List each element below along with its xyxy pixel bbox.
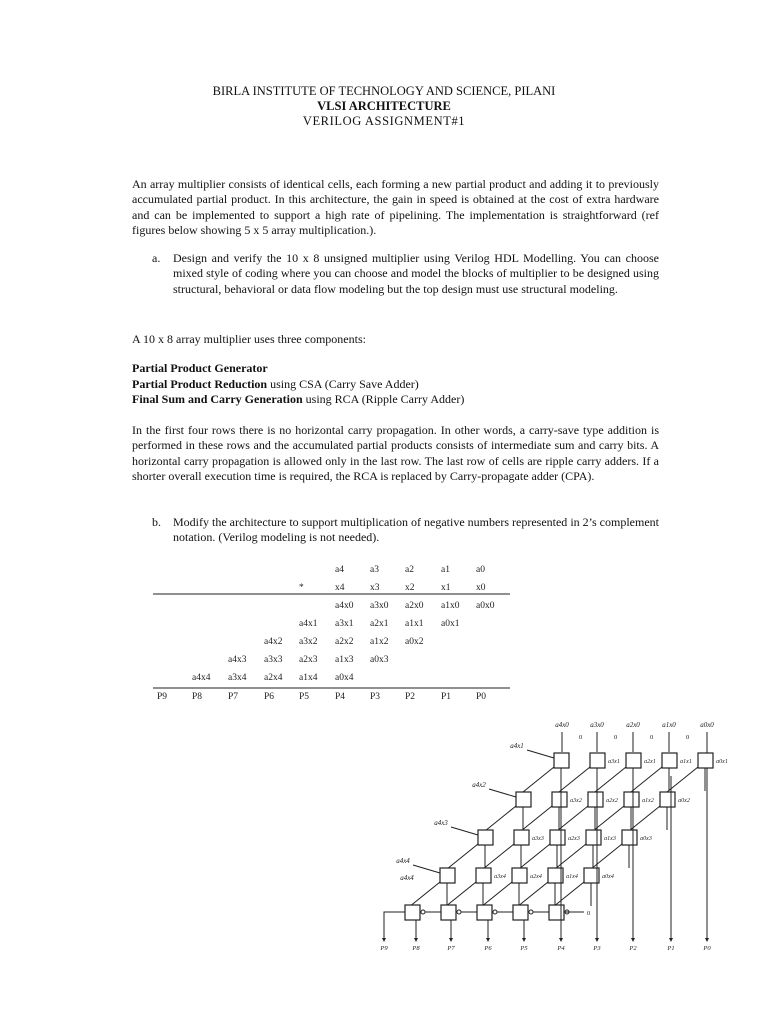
- table-cell: P5: [299, 692, 310, 702]
- table-cell: P2: [405, 692, 416, 702]
- diagram-label: a1x1: [680, 759, 692, 765]
- arrow-head: [486, 938, 490, 942]
- diagram-label: P0: [703, 945, 711, 952]
- table-cell: P8: [192, 692, 203, 702]
- arrow-head: [522, 938, 526, 942]
- diagram-label: a3x3: [532, 836, 544, 842]
- sum-wire: [483, 844, 514, 869]
- sum-wire: [517, 882, 548, 907]
- table-cell: a3x0: [370, 601, 389, 611]
- sum-wire: [409, 882, 440, 907]
- table-cell: a3x4: [228, 673, 247, 683]
- sum-wire: [521, 806, 552, 831]
- intro-paragraph: An array multiplier consists of identical cells, each forming a new partial product and adding it to previously accumulated partial product. In this architecture, the gain in speed is obtained at the cost of extra hardware and can be implemented to support a high rate of pipelining. The implementation is straightforward (ref figures below showing 5 x 5 array multiplication.).: [132, 177, 659, 237]
- diagram-label: a2x2: [606, 798, 618, 804]
- table-cell: P4: [335, 692, 346, 702]
- diagram-label: a3x2: [570, 798, 582, 804]
- diagram-label: a2x0: [626, 721, 640, 729]
- carry-node: [493, 910, 497, 914]
- adder-cell: [552, 792, 567, 807]
- diagram-label: P3: [593, 945, 601, 952]
- sum-wire: [523, 767, 554, 792]
- sum-wire: [519, 844, 550, 869]
- sum-wire: [447, 844, 478, 869]
- table-cell: a1: [441, 565, 450, 575]
- item-b-label: b.: [152, 515, 161, 529]
- input-wire: [413, 865, 440, 873]
- arrow-head: [631, 938, 635, 942]
- table-cell: a0x4: [335, 673, 354, 683]
- table-cell: a4x4: [192, 673, 211, 683]
- diagram-label: a3x0: [590, 721, 604, 729]
- table-cell: a4x3: [228, 655, 247, 665]
- table-cell: a3: [370, 565, 379, 575]
- zero-input: 0: [579, 734, 583, 741]
- diagram-label: a0x3: [640, 836, 652, 842]
- item-b-text: Modify the architecture to support multiplication of negative numbers represented in 2’s complement notation. (Verilog modeling is not needed).: [173, 515, 659, 545]
- table-cell: a2x1: [370, 619, 389, 629]
- rows-paragraph: In the first four rows there is no horizontal carry propagation. In other words, a carry-save type addition is performed in these rows and the accumulated partial products consists of intermediate sum and carry bits. A horizontal carry propagation is allowed only in the last row. The last row of cells are ripple carry adders. If a shorter overall execution time is required, the RCA is replaced by Carry-propagate adder (CPA).: [132, 423, 659, 483]
- table-cell: P6: [264, 692, 275, 702]
- table-cell: x1: [441, 583, 451, 593]
- zero-input: 0: [686, 734, 690, 741]
- component-detail: using CSA (Carry Save Adder): [267, 377, 419, 391]
- table-cell: P3: [370, 692, 381, 702]
- sum-wire: [591, 844, 622, 869]
- arrow-head: [449, 938, 453, 942]
- diagram-label: P8: [412, 945, 420, 952]
- diagram-label: a0x2: [678, 798, 690, 804]
- arrow-head: [669, 938, 673, 942]
- carry-node: [529, 910, 533, 914]
- adder-cell: [478, 830, 493, 845]
- adder-cell: [514, 830, 529, 845]
- diagram-label: a4x1: [510, 742, 524, 750]
- input-wire: [489, 789, 516, 797]
- table-cell: x0: [476, 583, 486, 593]
- adder-cell: [512, 868, 527, 883]
- diagram-label: P7: [447, 945, 455, 952]
- assignment-title: VERILOG ASSIGNMENT#1: [302, 114, 466, 128]
- table-cell: P7: [228, 692, 239, 702]
- sum-wire: [559, 767, 590, 792]
- adder-cell: [698, 753, 713, 768]
- diagram-label: a4x3: [434, 819, 448, 827]
- diagram-label: P1: [667, 945, 675, 952]
- table-cell: x3: [370, 583, 380, 593]
- arrow-head: [559, 938, 563, 942]
- rca-cell: [477, 905, 492, 920]
- sum-wire: [557, 806, 588, 831]
- course-title: VLSI ARCHITECTURE: [317, 99, 451, 113]
- table-cell: a3x2: [299, 637, 318, 647]
- table-cell: a4x0: [335, 601, 354, 611]
- institute-title: BIRLA INSTITUTE OF TECHNOLOGY AND SCIENCE, PILANI: [212, 84, 556, 98]
- table-cell: a4x2: [264, 637, 283, 647]
- carry-node: [421, 910, 425, 914]
- adder-cell: [622, 830, 637, 845]
- diagram-label: a1x4: [566, 874, 578, 880]
- table-cell: a0x2: [405, 637, 424, 647]
- input-wire: [527, 750, 554, 758]
- components-intro: A 10 x 8 array multiplier uses three components:: [132, 332, 366, 346]
- zero-input: 0: [650, 734, 654, 741]
- component-name: Partial Product Generator: [132, 361, 268, 375]
- table-cell: P0: [476, 692, 487, 702]
- table-cell: a1x4: [299, 673, 318, 683]
- sum-wire: [485, 806, 516, 831]
- adder-cell: [550, 830, 565, 845]
- sum-wire: [667, 767, 698, 792]
- arrow-head: [595, 938, 599, 942]
- table-cell: a1x2: [370, 637, 389, 647]
- rca-cell: [513, 905, 528, 920]
- arrow-head: [414, 938, 418, 942]
- carry-node: [457, 910, 461, 914]
- table-cell: a2x4: [264, 673, 283, 683]
- table-cell: a1x3: [335, 655, 354, 665]
- table-cell: a3x1: [335, 619, 354, 629]
- table-cell: a0: [476, 565, 485, 575]
- adder-cell: [662, 753, 677, 768]
- diagram-label: a1x2: [642, 798, 654, 804]
- table-cell: P1: [441, 692, 452, 702]
- diagram-label: P6: [484, 945, 492, 952]
- diagram-label: a4x2: [472, 781, 486, 789]
- diagram-label: a4x4: [396, 857, 410, 865]
- arrow-head: [705, 938, 709, 942]
- diagram-label: a2x4: [530, 874, 542, 880]
- diagram-label: a4x0: [555, 721, 569, 729]
- table-cell: x2: [405, 583, 415, 593]
- component-name: Final Sum and Carry Generation: [132, 392, 303, 406]
- arrow-head: [382, 938, 386, 942]
- adder-cell: [516, 792, 531, 807]
- adder-cell: [590, 753, 605, 768]
- adder-cell: [476, 868, 491, 883]
- adder-cell: [626, 753, 641, 768]
- component-name: Partial Product Reduction: [132, 377, 268, 391]
- item-a-label: a.: [152, 251, 161, 265]
- table-cell: a2: [405, 565, 414, 575]
- table-cell: a3x3: [264, 655, 283, 665]
- sum-wire: [481, 882, 512, 907]
- rca-cell: [441, 905, 456, 920]
- diagram-label: a0x0: [700, 721, 714, 729]
- table-cell: a4: [335, 565, 344, 575]
- table-cell: x4: [335, 583, 345, 593]
- item-a-text: Design and verify the 10 x 8 unsigned multiplier using Verilog HDL Modelling. You can choose mixed style of coding where you can choose and model the blocks of multiplier to be designed using structural, behavioral or data flow modeling but the top design must use structural modeling.: [173, 251, 659, 296]
- sum-wire: [595, 767, 626, 792]
- diagram-label: a3x1: [608, 759, 620, 765]
- diagram-label: a0x1: [716, 759, 728, 765]
- table-cell: a2x0: [405, 601, 424, 611]
- zero-input: 0: [614, 734, 618, 741]
- diagram-label: P2: [629, 945, 637, 952]
- input-wire: [451, 827, 478, 835]
- diagram-label: a3x4: [494, 874, 506, 880]
- diagram-label: P5: [520, 945, 528, 952]
- table-cell: *: [299, 583, 304, 593]
- table-cell: a1x0: [441, 601, 460, 611]
- adder-cell: [660, 792, 675, 807]
- diagram-label: P4: [557, 945, 565, 952]
- table-cell: a4x1: [299, 619, 318, 629]
- table-cell: a2x2: [335, 637, 354, 647]
- adder-cell: [554, 753, 569, 768]
- diagram-label: P9: [380, 945, 388, 952]
- rca-cell: [405, 905, 420, 920]
- sum-wire: [445, 882, 476, 907]
- sum-wire: [553, 882, 584, 907]
- table-cell: a0x1: [441, 619, 460, 629]
- table-cell: a1x1: [405, 619, 424, 629]
- diagram-label: a1x0: [662, 721, 676, 729]
- adder-cell: [588, 792, 603, 807]
- adder-cell: [624, 792, 639, 807]
- table-cell: a0x0: [476, 601, 495, 611]
- diagram-label: a2x3: [568, 836, 580, 842]
- table-cell: a2x3: [299, 655, 318, 665]
- table-cell: a0x3: [370, 655, 389, 665]
- diagram-label: a0x4: [602, 874, 614, 880]
- adder-cell: [586, 830, 601, 845]
- sum-wire: [631, 767, 662, 792]
- sum-wire: [629, 806, 660, 831]
- diagram-label: a2x1: [644, 759, 656, 765]
- table-cell: P9: [157, 692, 168, 702]
- diagram-label: a4x4: [400, 874, 414, 882]
- adder-cell: [440, 868, 455, 883]
- component-detail: using RCA (Ripple Carry Adder): [302, 392, 465, 406]
- rca-cell: [549, 905, 564, 920]
- zero-input: 0: [587, 910, 591, 917]
- carry-out-wire: [384, 912, 405, 940]
- diagram-label: a1x3: [604, 836, 616, 842]
- sum-wire: [555, 844, 586, 869]
- sum-wire: [593, 806, 624, 831]
